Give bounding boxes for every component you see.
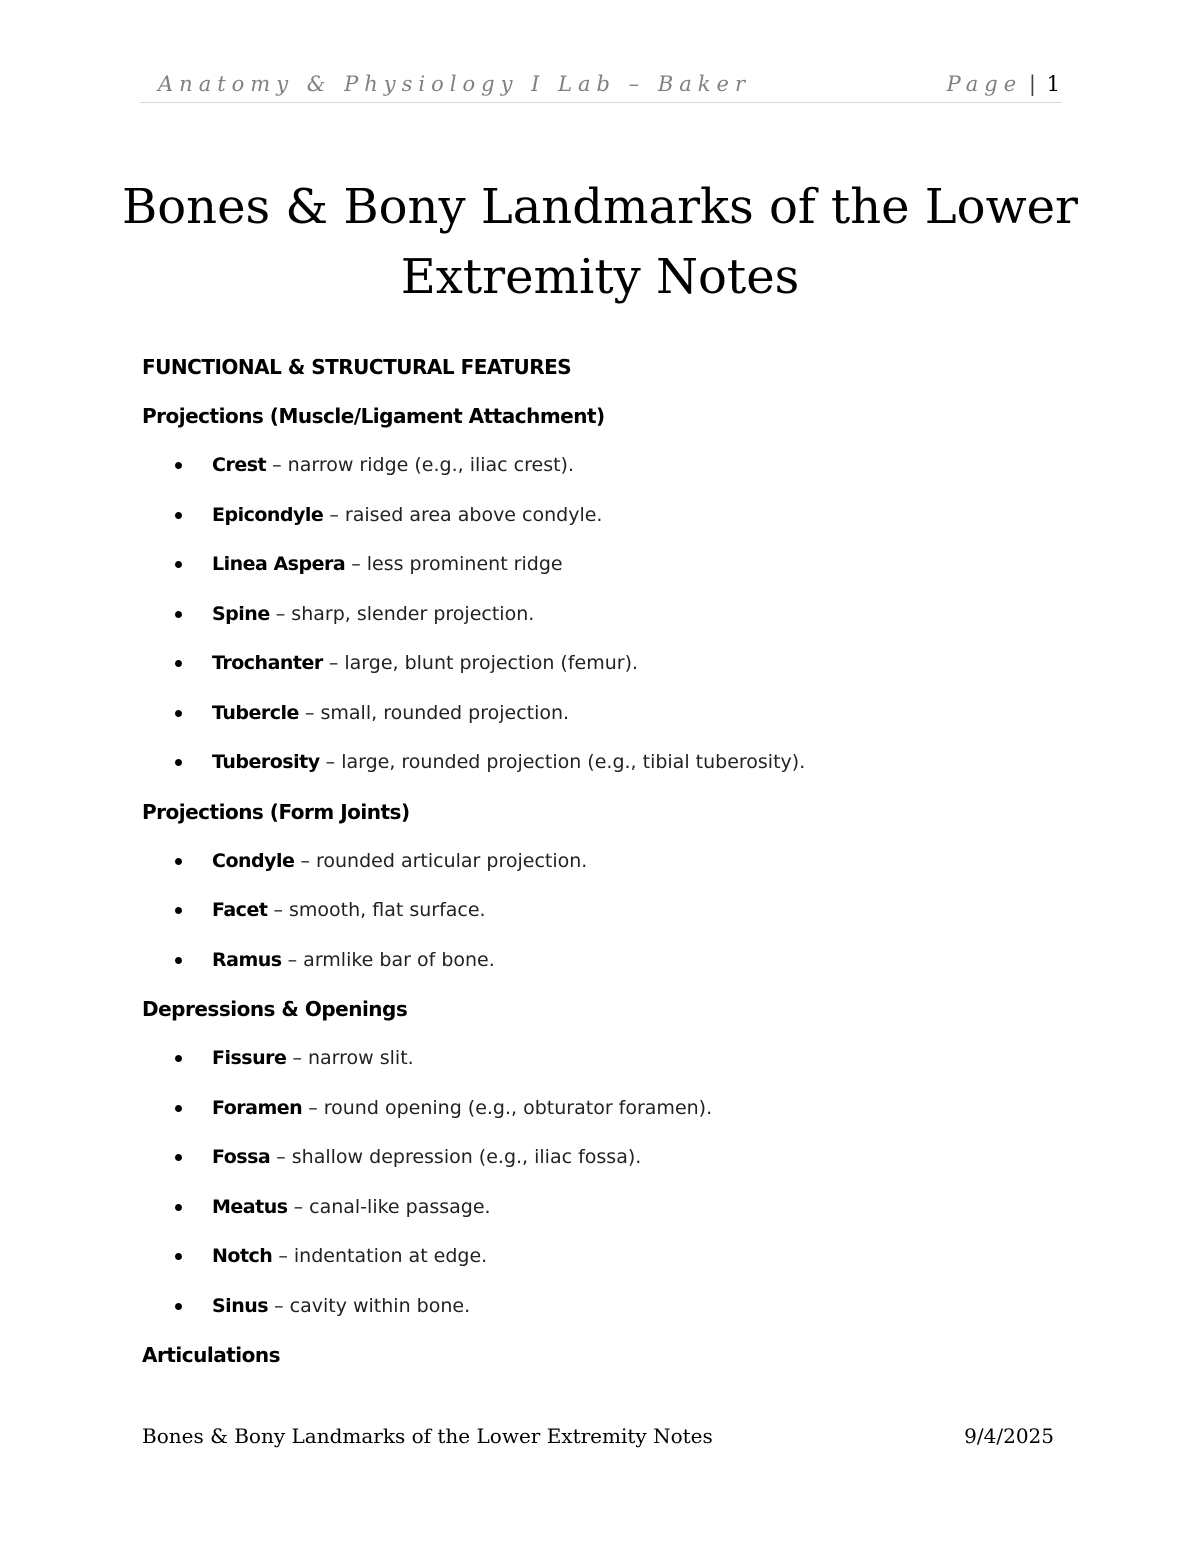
term: Tuberosity	[212, 751, 320, 773]
list-item	[142, 893, 1062, 927]
group-heading: Projections (Form Joints)	[142, 799, 410, 824]
term: Foramen	[212, 1096, 303, 1119]
page-header	[140, 66, 1062, 103]
definition: – rounded articular projection.	[294, 849, 588, 872]
definition: – indentation at edge.	[272, 1245, 488, 1267]
term: Epicondyle	[212, 503, 324, 526]
section-title: FUNCTIONAL & STRUCTURAL FEATURES	[142, 355, 572, 379]
list-item	[142, 696, 1062, 730]
definition: – shallow depression (e.g., iliac fossa).	[270, 1146, 642, 1168]
list-item	[142, 498, 1062, 532]
list-item	[142, 1140, 1062, 1174]
bullet-icon	[175, 611, 182, 618]
definition: – armlike bar of bone.	[281, 948, 495, 971]
term: Condyle	[212, 849, 295, 872]
document-title-line-2: Extremity Notes	[400, 249, 800, 306]
definition: – sharp, slender projection.	[269, 602, 535, 625]
document-title	[100, 172, 1100, 312]
bullet-icon	[175, 1105, 182, 1112]
term: Fissure	[212, 1047, 287, 1069]
definition: – round opening (e.g., obturator foramen).	[302, 1096, 713, 1119]
bullet-icon	[175, 858, 182, 865]
term: Facet	[212, 899, 268, 921]
term: Ramus	[212, 948, 282, 971]
term: Spine	[212, 602, 270, 625]
term: Tubercle	[212, 701, 299, 724]
footer-document-title: Bones & Bony Landmarks of the Lower Extremity Notes	[142, 1424, 713, 1448]
bullet-icon	[175, 907, 182, 914]
list-item	[142, 1091, 1062, 1125]
list-item	[142, 597, 1062, 631]
term: Meatus	[212, 1195, 288, 1218]
list-item	[142, 844, 1062, 878]
term: Fossa	[212, 1146, 271, 1168]
bullet-list	[142, 1041, 1062, 1323]
bullet-icon	[175, 561, 182, 568]
bullet-icon	[175, 1204, 182, 1211]
group-heading: Articulations	[142, 1343, 281, 1367]
bullet-icon	[175, 1154, 182, 1161]
definition: – smooth, flat surface.	[267, 899, 486, 921]
definition: – large, blunt projection (femur).	[322, 652, 639, 674]
definition: – raised area above condyle.	[323, 503, 603, 526]
term: Linea Aspera	[212, 553, 346, 575]
term: Notch	[212, 1245, 273, 1267]
bullet-icon	[175, 710, 182, 717]
definition: – large, rounded projection (e.g., tibial tuberosity).	[319, 751, 806, 773]
list-item	[142, 1239, 1062, 1273]
term: Crest	[212, 454, 267, 476]
term: Trochanter	[212, 652, 323, 674]
footer-date: 9/4/2025	[964, 1424, 1054, 1448]
list-item	[142, 646, 1062, 680]
header-page-indicator	[947, 72, 1060, 96]
header-course-title: Anatomy & Physiology I Lab – Baker	[158, 72, 751, 96]
definition: – less prominent ridge	[345, 553, 563, 575]
list-item	[142, 1041, 1062, 1075]
list-item	[142, 1289, 1062, 1323]
bullet-icon	[175, 1253, 182, 1260]
group-heading: Projections (Muscle/Ligament Attachment)	[142, 404, 605, 428]
bullet-icon	[175, 660, 182, 667]
list-item	[142, 448, 1062, 482]
bullet-icon	[175, 1055, 182, 1062]
header-separator: |	[1028, 72, 1036, 96]
document-title-line-1: Bones & Bony Landmarks of the Lower	[121, 179, 1078, 236]
list-item	[142, 745, 1062, 779]
bullet-list	[142, 844, 1062, 977]
bullet-icon	[175, 462, 182, 469]
definition: – narrow ridge (e.g., iliac crest).	[266, 454, 574, 476]
definition: – canal-like passage.	[287, 1195, 491, 1218]
bullet-list	[142, 448, 1062, 779]
list-item	[142, 1190, 1062, 1224]
document-body	[142, 350, 1062, 1387]
bullet-icon	[175, 957, 182, 964]
list-item	[142, 943, 1062, 977]
bullet-icon	[175, 759, 182, 766]
bullet-icon	[175, 512, 182, 519]
term: Sinus	[212, 1294, 269, 1317]
bullet-icon	[175, 1303, 182, 1310]
definition: – narrow slit.	[286, 1047, 414, 1069]
header-page-label: Page	[946, 72, 1023, 96]
group-heading: Depressions & Openings	[142, 997, 408, 1021]
definition: – small, rounded projection.	[298, 701, 570, 724]
list-item	[142, 547, 1062, 581]
header-page-number: 1	[1046, 72, 1060, 96]
definition: – cavity within bone.	[268, 1294, 471, 1317]
